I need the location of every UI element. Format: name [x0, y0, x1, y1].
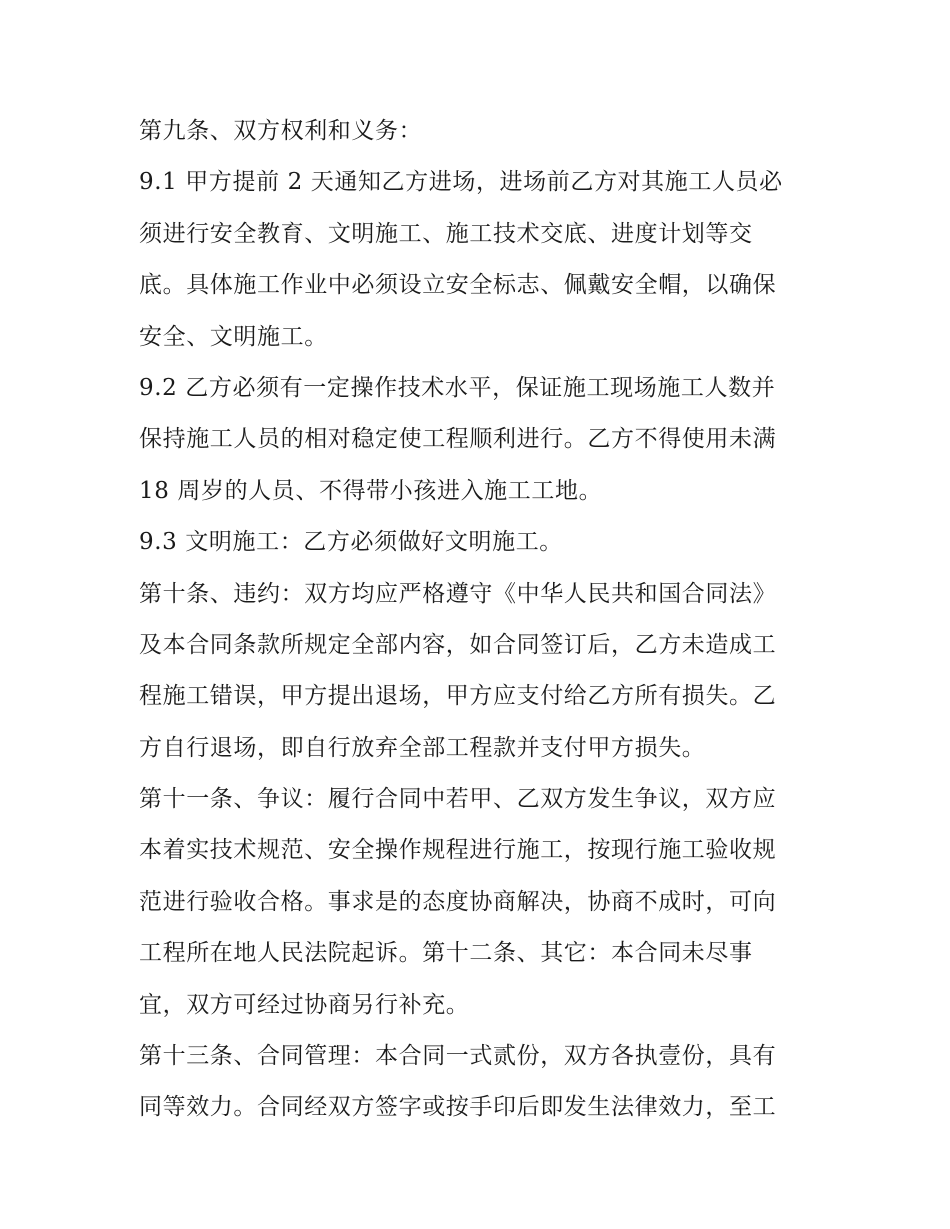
text-line: 第十三条、合同管理：本合同一式贰份，双方各执壹份，具有 [139, 1043, 777, 1070]
text-line: 18 周岁的人员、不得带小孩进入施工工地。 [139, 477, 603, 504]
text-line: 安全、文明施工。 [139, 323, 328, 350]
text-line: 同等效力。合同经双方签字或按手印后即发生法律效力，至工 [139, 1094, 777, 1121]
text-line: 保持施工人员的相对稳定使工程顺利进行。乙方不得使用未满 [139, 426, 777, 453]
text-line: 9.2 乙方必须有一定操作技术水平，保证施工现场施工人数并 [139, 374, 776, 401]
text-line: 方自行退场，即自行放弃全部工程款并支付甲方损失。 [139, 734, 706, 761]
text-line: 工程所在地人民法院起诉。第十二条、其它：本合同未尽事 [139, 940, 753, 967]
text-line: 9.3 文明施工：乙方必须做好文明施工。 [139, 529, 563, 556]
text-line: 程施工错误，甲方提出退场，甲方应支付给乙方所有损失。乙 [139, 683, 777, 710]
text-line: 宜，双方可经过协商另行补充。 [139, 991, 470, 1018]
text-line: 第九条、双方权利和义务： [139, 118, 423, 144]
text-line: 范进行验收合格。事求是的态度协商解决，协商不成时，可向 [139, 888, 777, 915]
text-line: 及本合同条款所规定全部内容，如合同签订后，乙方未造成工 [139, 631, 777, 658]
text-line: 第十条、违约：双方均应严格遵守《中华人民共和国合同法》 [139, 580, 777, 607]
text-line: 底。具体施工作业中必须设立安全标志、佩戴安全帽，以确保 [139, 272, 777, 299]
text-line: 9.1 甲方提前 2 天通知乙方进场，进场前乙方对其施工人员必 [139, 169, 783, 196]
text-line: 第十一条、争议：履行合同中若甲、乙双方发生争议，双方应 [139, 786, 777, 813]
contract-text [139, 106, 829, 1134]
text-line: 本着实技术规范、安全操作规程进行施工，按现行施工验收规 [139, 837, 777, 864]
text-line: 须进行安全教育、文明施工、施工技术交底、进度计划等交 [139, 220, 753, 247]
